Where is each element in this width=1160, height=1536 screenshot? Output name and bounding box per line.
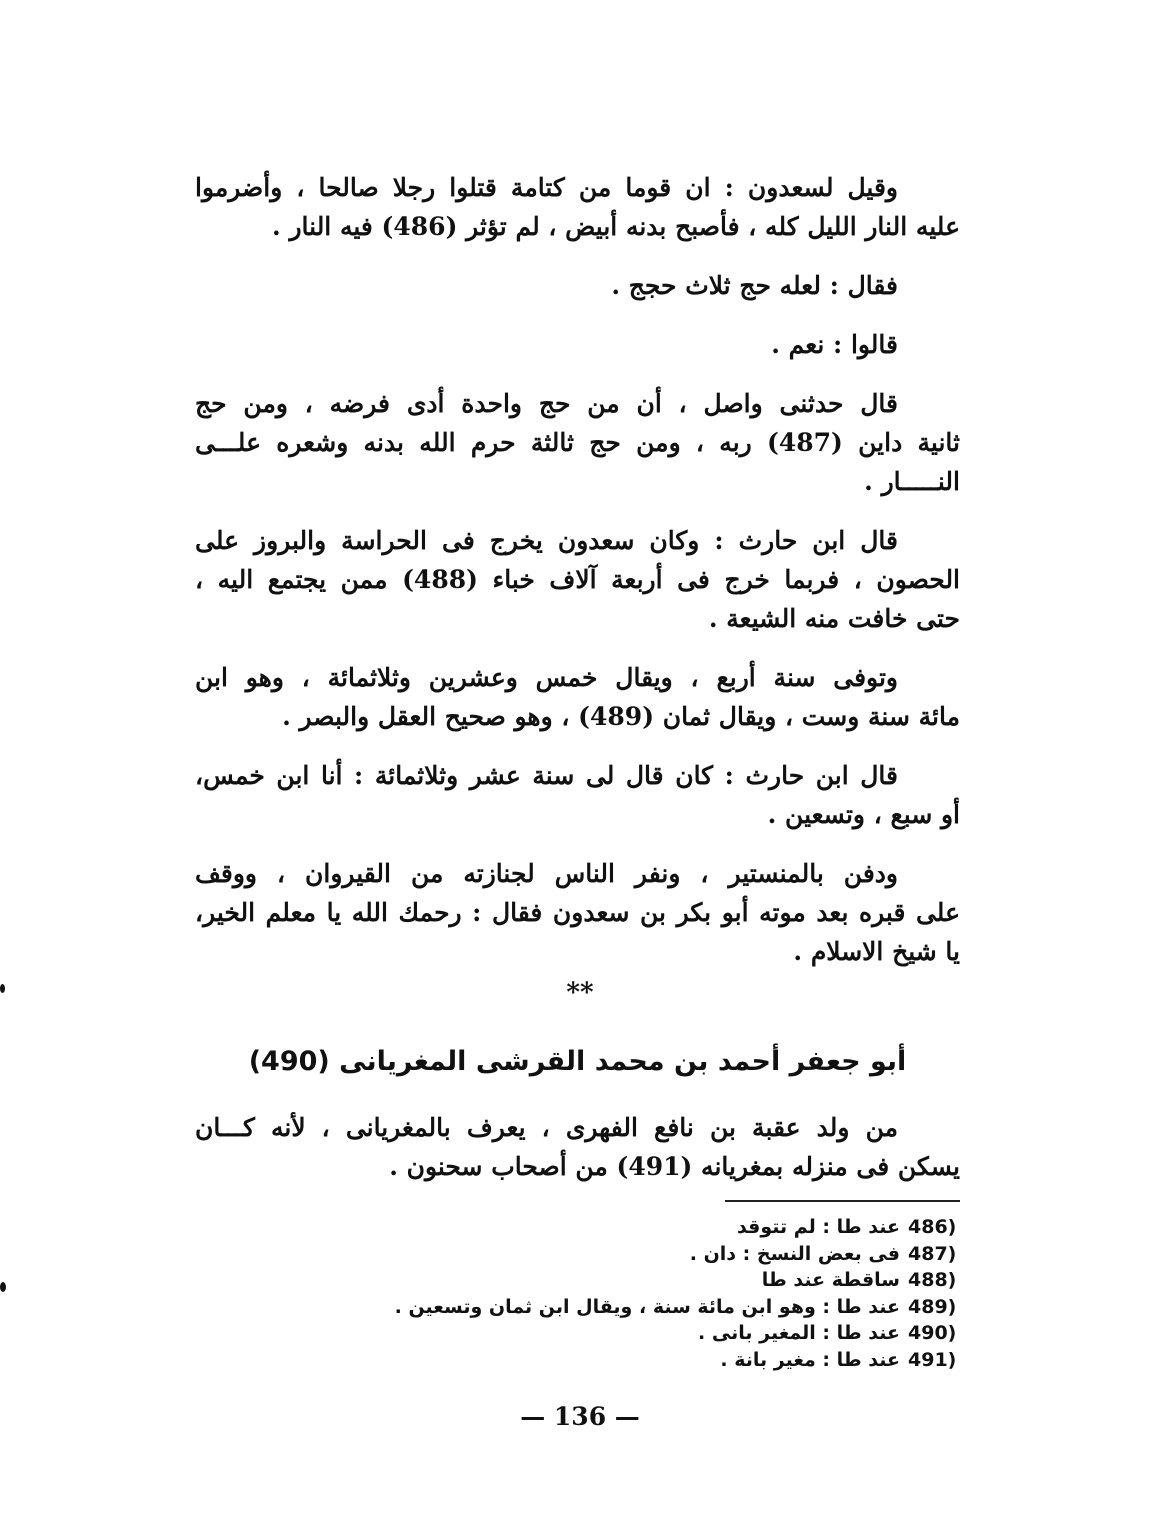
text-line: حتى خافت منه الشيعة . [708,604,960,633]
section-ornament: ** [566,978,594,1008]
scan-speck [0,984,5,993]
paragraph-2 [195,266,960,305]
text-line: قال ابن حارث : كان قال لى سنة عشر وثلاثمائة : أنا ابن خمس، [195,761,898,790]
footnote [340,1347,960,1374]
paragraph-3 [195,325,960,364]
footnote-divider [725,1200,960,1202]
footnote-text: عند طا : المغير بانى . [698,1322,900,1344]
biography-paragraph [195,1108,960,1186]
text-line: أو سبع ، وتسعين . [767,800,960,829]
footnote [340,1320,960,1347]
paragraph-4 [195,384,960,501]
text-line: ودفن بالمنستير ، ونفر الناس لجنازته من القيروان ، ووقف [195,859,898,888]
footnote-number: 487) [908,1242,957,1265]
footnote-number: 490) [908,1322,957,1344]
text-line: يا شيخ الاسلام . [793,937,960,966]
text-line: النـــــار . [864,467,960,496]
page-number: — 136 — [520,1402,640,1431]
footnote-text: عند طا : مغير بانة . [720,1348,900,1371]
text-line: يسكن فى منزله بمغريانه (491) من أصحاب سحنون . [389,1152,960,1181]
text-line: مائة سنة وست ، ويقال ثمان (489) ، وهو صحيح العقل والبصر . [282,702,960,731]
paragraph-7 [195,756,960,834]
text-line: من ولد عقبة بن نافع الفهرى ، يعرف بالمغريانى ، لأنه كـــان [195,1113,898,1142]
footnote [340,1241,960,1268]
text-line: على قبره بعد موته أبو بكر بن سعدون فقال : رحمك الله يا معلم الخير، [195,898,960,927]
text-line: عليه النار الليل كله ، فأصبح بدنه أبيض ، لم تؤثر (486) فيه النار . [272,212,960,241]
text-line: قال ابن حارث : وكان سعدون يخرج فى الحراسة والبروز على [195,526,898,555]
paragraph-6 [195,658,960,736]
footnote-text: عند طا : لم تتوقد [736,1216,900,1238]
footnote-text: ساقطة عند طا [761,1269,900,1291]
paragraph-1 [195,168,960,246]
footnote-text: عند طا : وهو ابن مائة سنة ، ويقال ابن ثمان وتسعين . [394,1295,900,1318]
footnotes [340,1214,960,1373]
footnote-text: فى بعض النسخ : دان . [689,1242,900,1265]
text-line: وتوفى سنة أربع ، ويقال خمس وعشرين وثلاثمائة ، وهو ابن [195,663,898,692]
footnote [340,1267,960,1294]
main-text [195,168,960,991]
text-line: قالوا : نعم . [771,330,898,359]
paragraph-8 [195,854,960,971]
paragraph-5 [195,521,960,638]
footnote-number: 488) [908,1269,957,1291]
text-line: الحصون ، فربما خرج فى أربعة آلاف خباء (488) ممن يجتمع اليه ، [195,565,961,594]
text-line: ثانية داين (487) ربه ، ومن حج ثالثة حرم الله بدنه وشعره علـــى [195,428,960,457]
text-line: فقال : لعله حج ثلاث حجج . [611,271,898,300]
scan-speck [0,1282,6,1292]
text-line: قال حدثنى واصل ، أن من حج واحدة أدى فرضه ، ومن حج [195,389,898,418]
footnote [340,1214,960,1241]
biography-heading: أبو جعفر أحمد بن محمد القرشى المغريانى (490) [248,1046,907,1077]
footnote-number: 486) [908,1216,957,1238]
footnote-number: 491) [908,1348,957,1371]
text-line: وقيل لسعدون : ان قوما من كتامة قتلوا رجلا صالحا ، وأضرموا [195,173,898,202]
footnote-number: 489) [908,1295,957,1318]
footnote [340,1294,960,1321]
